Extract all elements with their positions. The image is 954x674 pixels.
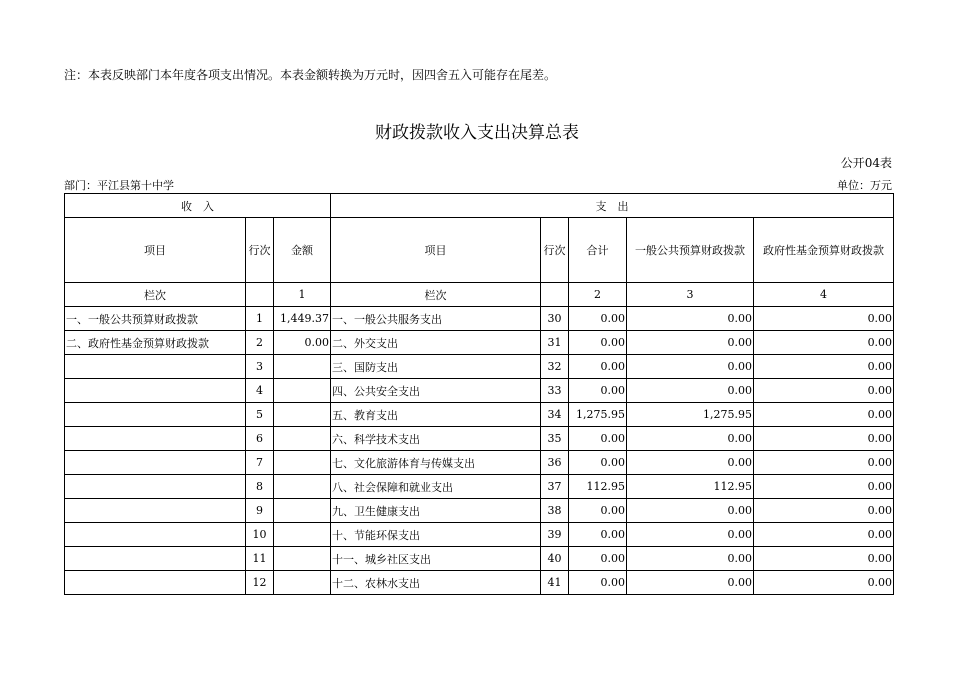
expense-item-cell: 十、节能环保支出: [331, 523, 541, 547]
income-amount-cell: 0.00: [274, 331, 331, 355]
expense-line-cell: 32: [541, 355, 569, 379]
column-number-3: 3: [627, 283, 754, 307]
form-code: 公开04表: [840, 156, 892, 170]
total-cell: 112.95: [569, 475, 627, 499]
income-amount-cell: 1,449.37: [274, 307, 331, 331]
table-row: [65, 475, 894, 499]
income-item-cell: [65, 523, 246, 547]
expense-item-cell: 四、公共安全支出: [331, 379, 541, 403]
total-cell: 0.00: [569, 571, 627, 595]
fund-budget-cell: 0.00: [754, 307, 894, 331]
expense-item-cell: 五、教育支出: [331, 403, 541, 427]
table-row: [65, 523, 894, 547]
income-amount-cell: [274, 355, 331, 379]
income-line-cell: 12: [246, 571, 274, 595]
income-line-cell: 2: [246, 331, 274, 355]
expense-item-header: 项目: [331, 218, 541, 283]
page-title: 财政拨款收入支出决算总表: [375, 123, 579, 143]
income-item-header: 项目: [65, 218, 246, 283]
income-item-cell: [65, 403, 246, 427]
expense-line-cell: 41: [541, 571, 569, 595]
income-line-cell: 4: [246, 379, 274, 403]
income-item-cell: [65, 571, 246, 595]
general-budget-header: 一般公共预算财政拨款: [627, 218, 754, 283]
table-row: [65, 307, 894, 331]
expense-line-cell: 34: [541, 403, 569, 427]
expense-column-label: 栏次: [331, 283, 541, 307]
header-row-sections: [65, 194, 894, 218]
income-line-cell: 10: [246, 523, 274, 547]
expense-line-header: 行次: [541, 218, 569, 283]
table-row: [65, 499, 894, 523]
income-amount-cell: [274, 403, 331, 427]
fund-budget-cell: 0.00: [754, 355, 894, 379]
income-line-cell: 1: [246, 307, 274, 331]
income-line-cell: 5: [246, 403, 274, 427]
budget-table: [64, 193, 894, 595]
income-column-label: 栏次: [65, 283, 246, 307]
expense-line-cell: 33: [541, 379, 569, 403]
general-budget-cell: 0.00: [627, 571, 754, 595]
fund-budget-cell: 0.00: [754, 331, 894, 355]
column-number-row: [65, 283, 894, 307]
total-cell: 0.00: [569, 355, 627, 379]
expense-line-cell: 39: [541, 523, 569, 547]
column-number-2: 2: [569, 283, 627, 307]
total-cell: 0.00: [569, 331, 627, 355]
table-body: [65, 307, 894, 595]
income-line-header: 行次: [246, 218, 274, 283]
income-amount-header: 金额: [274, 218, 331, 283]
table-row: [65, 571, 894, 595]
empty-cell: [246, 283, 274, 307]
income-item-cell: [65, 547, 246, 571]
expense-item-cell: 九、卫生健康支出: [331, 499, 541, 523]
total-cell: 0.00: [569, 307, 627, 331]
expense-item-cell: 十一、城乡社区支出: [331, 547, 541, 571]
income-line-cell: 7: [246, 451, 274, 475]
general-budget-cell: 0.00: [627, 331, 754, 355]
income-amount-cell: [274, 475, 331, 499]
income-item-cell: [65, 499, 246, 523]
income-line-cell: 8: [246, 475, 274, 499]
expense-line-cell: 35: [541, 427, 569, 451]
income-item-cell: [65, 475, 246, 499]
table-row: [65, 451, 894, 475]
total-cell: 0.00: [569, 427, 627, 451]
expense-item-cell: 三、国防支出: [331, 355, 541, 379]
fund-budget-cell: 0.00: [754, 403, 894, 427]
fund-budget-cell: 0.00: [754, 547, 894, 571]
table-row: [65, 403, 894, 427]
general-budget-cell: 0.00: [627, 451, 754, 475]
income-item-cell: 二、政府性基金预算财政拨款: [65, 331, 246, 355]
expense-line-cell: 31: [541, 331, 569, 355]
total-cell: 0.00: [569, 451, 627, 475]
general-budget-cell: 0.00: [627, 355, 754, 379]
fund-budget-cell: 0.00: [754, 499, 894, 523]
table-row: [65, 427, 894, 451]
department-label: 部门：平江县第十中学: [64, 179, 174, 192]
expense-line-cell: 30: [541, 307, 569, 331]
expense-item-cell: 八、社会保障和就业支出: [331, 475, 541, 499]
expense-line-cell: 40: [541, 547, 569, 571]
expense-line-cell: 37: [541, 475, 569, 499]
fund-budget-cell: 0.00: [754, 427, 894, 451]
total-cell: 1,275.95: [569, 403, 627, 427]
income-amount-cell: [274, 379, 331, 403]
general-budget-cell: 0.00: [627, 547, 754, 571]
total-header: 合计: [569, 218, 627, 283]
income-line-cell: 11: [246, 547, 274, 571]
column-number-4: 4: [754, 283, 894, 307]
unit-label: 单位：万元: [837, 179, 892, 192]
fund-budget-cell: 0.00: [754, 451, 894, 475]
expense-item-cell: 六、科学技术支出: [331, 427, 541, 451]
expense-line-cell: 38: [541, 499, 569, 523]
income-amount-cell: [274, 451, 331, 475]
table-row: [65, 547, 894, 571]
general-budget-cell: 0.00: [627, 523, 754, 547]
fund-budget-cell: 0.00: [754, 571, 894, 595]
expense-item-cell: 二、外交支出: [331, 331, 541, 355]
table-note: 注：本表反映部门本年度各项支出情况。本表金额转换为万元时，因四舍五入可能存在尾差。: [64, 68, 557, 82]
income-item-cell: 一、一般公共预算财政拨款: [65, 307, 246, 331]
fund-budget-cell: 0.00: [754, 475, 894, 499]
total-cell: 0.00: [569, 499, 627, 523]
fund-budget-cell: 0.00: [754, 523, 894, 547]
income-amount-cell: [274, 427, 331, 451]
income-item-cell: [65, 379, 246, 403]
general-budget-cell: 1,275.95: [627, 403, 754, 427]
table-row: [65, 379, 894, 403]
general-budget-cell: 0.00: [627, 379, 754, 403]
empty-cell: [541, 283, 569, 307]
income-section-header: 收 入: [65, 194, 331, 218]
total-cell: 0.00: [569, 547, 627, 571]
fund-budget-cell: 0.00: [754, 379, 894, 403]
expense-item-cell: 七、文化旅游体育与传媒支出: [331, 451, 541, 475]
income-item-cell: [65, 355, 246, 379]
expense-item-cell: 十二、农林水支出: [331, 571, 541, 595]
expense-line-cell: 36: [541, 451, 569, 475]
header-row-columns: [65, 218, 894, 283]
income-amount-cell: [274, 571, 331, 595]
column-number-1: 1: [274, 283, 331, 307]
expense-item-cell: 一、一般公共服务支出: [331, 307, 541, 331]
income-amount-cell: [274, 499, 331, 523]
fund-budget-header: 政府性基金预算财政拨款: [754, 218, 894, 283]
income-line-cell: 6: [246, 427, 274, 451]
expense-section-header: 支 出: [331, 194, 894, 218]
general-budget-cell: 0.00: [627, 499, 754, 523]
income-line-cell: 3: [246, 355, 274, 379]
income-item-cell: [65, 427, 246, 451]
general-budget-cell: 0.00: [627, 307, 754, 331]
income-line-cell: 9: [246, 499, 274, 523]
general-budget-cell: 0.00: [627, 427, 754, 451]
table-row: [65, 355, 894, 379]
general-budget-cell: 112.95: [627, 475, 754, 499]
income-amount-cell: [274, 523, 331, 547]
income-amount-cell: [274, 547, 331, 571]
total-cell: 0.00: [569, 523, 627, 547]
income-item-cell: [65, 451, 246, 475]
table-row: [65, 331, 894, 355]
total-cell: 0.00: [569, 379, 627, 403]
